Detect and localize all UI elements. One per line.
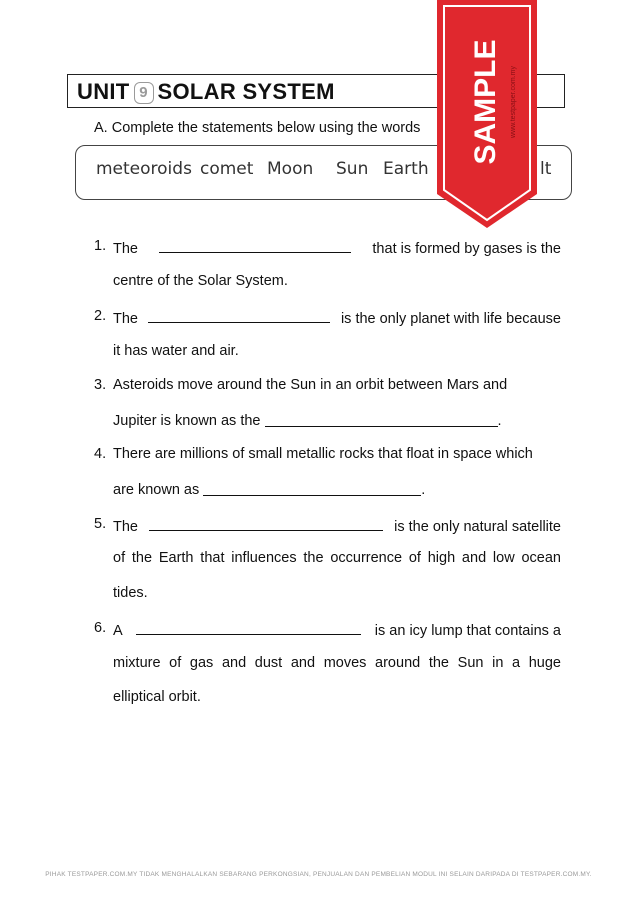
question-number: 4. — [94, 446, 107, 462]
question-line — [113, 238, 561, 257]
answer-blank[interactable] — [203, 481, 421, 496]
question-number: 6. — [94, 620, 107, 636]
question-number: 1. — [94, 238, 107, 254]
question-text: Jupiter is known as the — [113, 413, 261, 429]
question-text: is the only planet with life because — [340, 311, 561, 327]
question-line — [113, 550, 561, 566]
question-text: . — [497, 413, 502, 429]
question-line — [113, 343, 561, 359]
question-line — [113, 273, 561, 289]
question-text: There are millions of small metallic rocks that float in space which — [113, 446, 533, 462]
word-bank-item: comet — [200, 159, 254, 179]
question-line — [113, 585, 561, 601]
answer-blank[interactable] — [136, 620, 361, 635]
sample-watermark-ribbon — [433, 0, 541, 232]
section-a-instruction: A. Complete the statements below using the words — [94, 120, 421, 136]
question-text: tides. — [113, 585, 148, 601]
question-number: 2. — [94, 308, 107, 324]
footer-disclaimer: PIHAK TESTPAPER.COM.MY TIDAK MENGHALALKAN SEBARANG PERKONGSIAN, PENJUALAN DAN PEMBELIAN MODUL INI SELAIN DARIPADA DI TESTPAPER.COM.MY. — [45, 871, 592, 878]
question-text: Asteroids move around the Sun in an orbit between Mars and — [113, 377, 508, 393]
question-number: 3. — [94, 377, 107, 393]
question-number: 5. — [94, 516, 107, 532]
question-line — [113, 655, 561, 671]
question-text: it has water and air. — [113, 343, 239, 359]
question-line — [113, 620, 561, 639]
question-text: The — [113, 311, 138, 327]
answer-blank[interactable] — [265, 412, 498, 427]
question-text: of the Earth that influences the occurrence of high and low ocean — [113, 550, 561, 566]
sample-sublabel: www.testpaper.com.my — [510, 66, 517, 138]
sample-label: SAMPLE — [469, 39, 502, 165]
question-line — [113, 412, 561, 429]
word-bank-item: lt — [540, 159, 552, 179]
question-text: is an icy lump that contains a — [374, 623, 561, 639]
question-line — [113, 377, 561, 393]
answer-blank[interactable] — [149, 516, 383, 531]
unit-label: UNIT — [77, 79, 130, 104]
question-text: A — [113, 623, 123, 639]
unit-number-badge: 9 — [134, 82, 154, 104]
question-line — [113, 446, 561, 462]
answer-blank[interactable] — [159, 238, 351, 253]
question-text: The — [113, 519, 138, 535]
question-text: centre of the Solar System. — [113, 273, 288, 289]
word-bank-item: meteoroids — [96, 159, 192, 179]
question-line — [113, 689, 561, 705]
word-bank-item: Sun — [336, 159, 369, 179]
question-text: are known as — [113, 482, 200, 498]
question-text: . — [421, 482, 426, 498]
unit-title — [77, 79, 335, 105]
question-text: elliptical orbit. — [113, 689, 201, 705]
word-bank-item: Earth — [383, 159, 429, 179]
question-text: mixture of gas and dust and moves around the Sun in a huge — [113, 655, 561, 671]
question-line — [113, 481, 561, 498]
question-text: is the only natural satellite — [394, 519, 561, 535]
question-line — [113, 308, 561, 327]
question-text: that is formed by gases is the — [372, 241, 561, 257]
question-text: The — [113, 241, 138, 257]
answer-blank[interactable] — [148, 308, 330, 323]
word-bank-item: Moon — [267, 159, 314, 179]
unit-heading: SOLAR SYSTEM — [157, 79, 335, 104]
question-line — [113, 516, 561, 535]
